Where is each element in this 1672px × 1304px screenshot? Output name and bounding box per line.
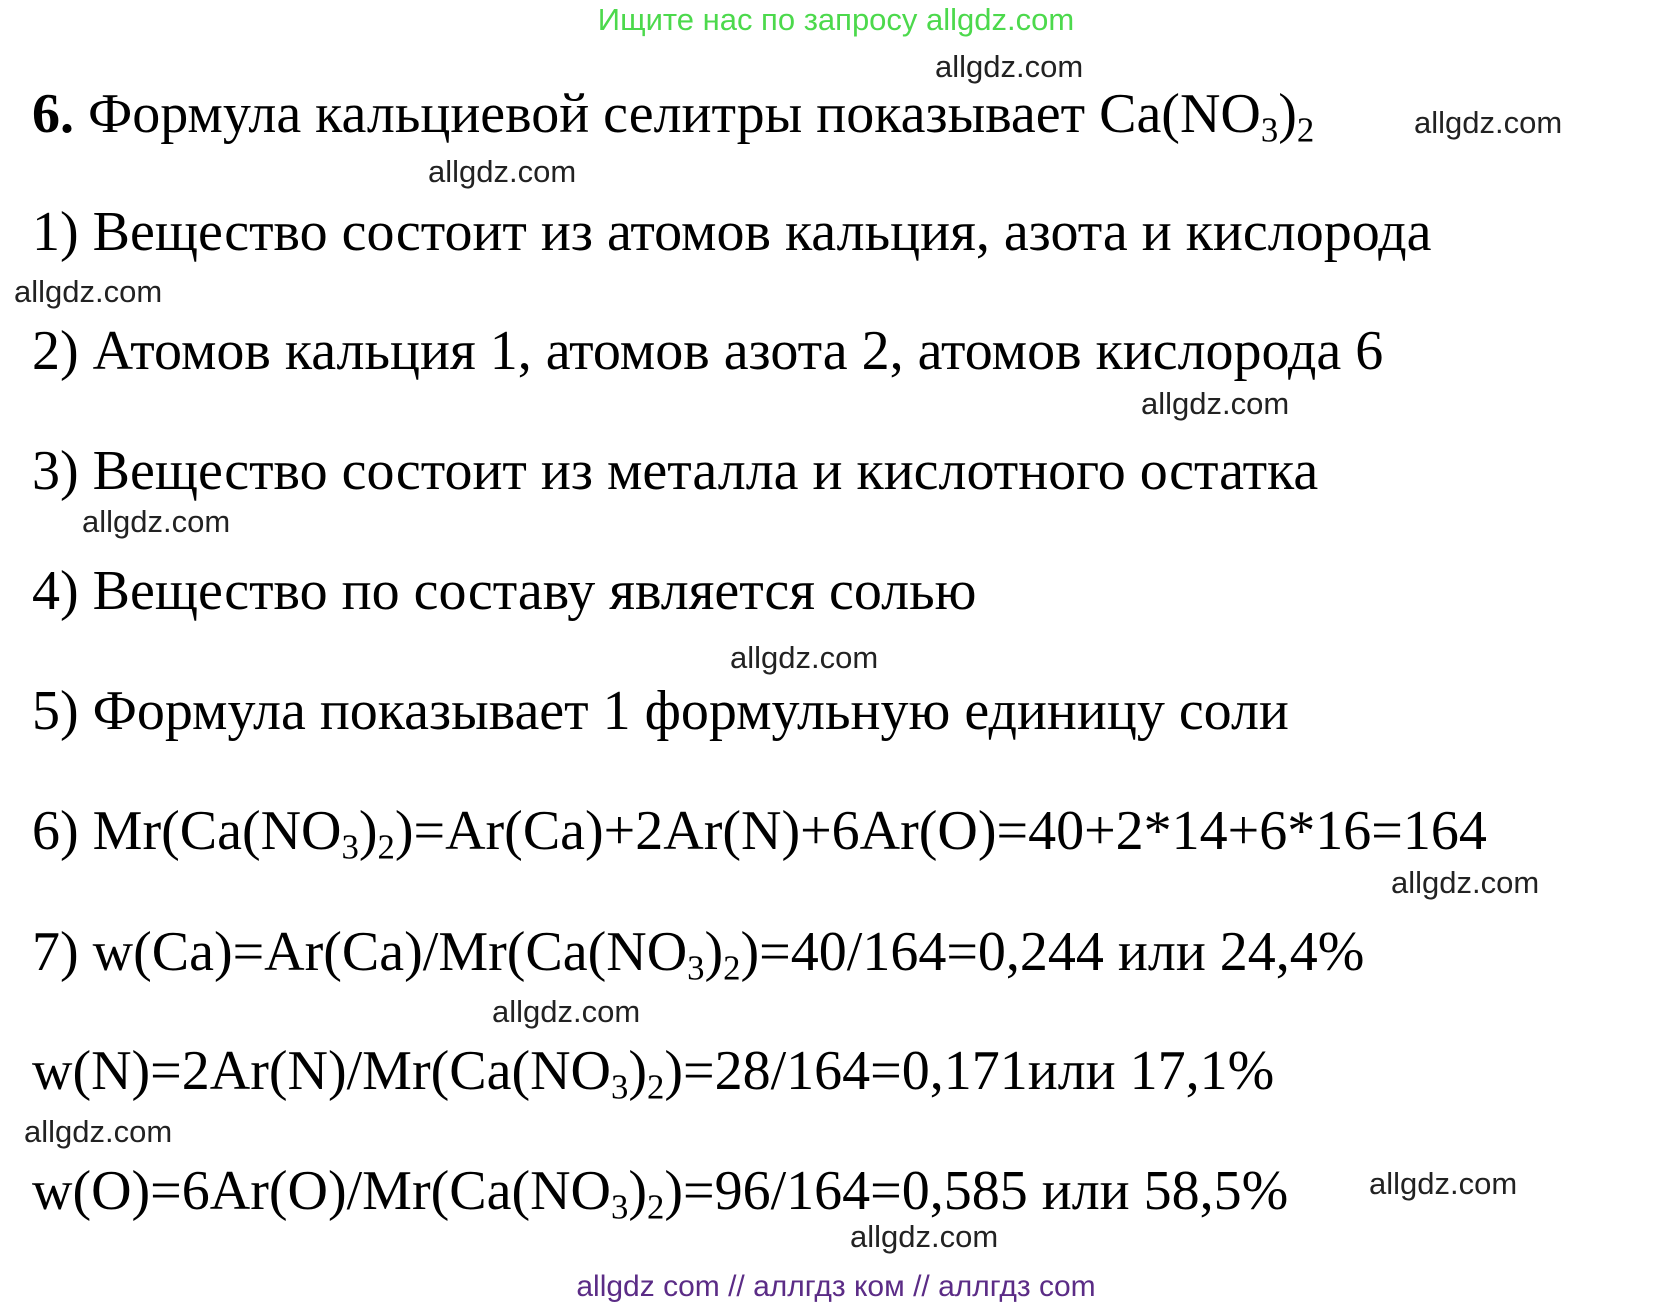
- task-heading-text: Формула кальциевой селитры показывает: [88, 83, 1100, 145]
- watermark: allgdz.com: [1391, 865, 1540, 900]
- watermark: allgdz.com: [14, 274, 163, 309]
- task-heading: [32, 83, 1315, 150]
- answer-item-2: 2) Атомов кальция 1, атомов азота 2, атомов кислорода 6: [32, 320, 1384, 382]
- calc-line-w-ca: 7) $w(Ca)=Ar(Ca)/Mr(Ca(NO_3)_2)=40/164=0,244$ или 24,4%: [32, 921, 1365, 988]
- watermark: allgdz.com: [1369, 1166, 1518, 1201]
- answer-item-1: 1) Вещество состоит из атомов кальция, азота и кислорода: [32, 201, 1432, 263]
- answer-item-3: 3) Вещество состоит из металла и кислотного остатка: [32, 440, 1319, 502]
- top-banner: Ищите нас по запросу allgdz.com: [597, 2, 1075, 37]
- watermark: allgdz.com: [82, 504, 231, 539]
- watermark: allgdz.com: [492, 994, 641, 1029]
- answer-item-4: 4) Вещество по составу является солью: [32, 560, 977, 622]
- watermark: allgdz.com: [428, 154, 577, 189]
- heading-formula: $Ca(NO_3)_2$: [1099, 83, 1315, 150]
- watermark: allgdz.com: [850, 1219, 999, 1254]
- footer-watermark: allgdz com // аллгдз ком // аллгдз com: [576, 1270, 1096, 1303]
- watermark: allgdz.com: [935, 49, 1084, 84]
- watermark: allgdz.com: [24, 1114, 173, 1149]
- task-number: 6.: [32, 83, 74, 145]
- answer-item-5: 5) Формула показывает 1 формульную единицу соли: [32, 680, 1289, 742]
- watermark: allgdz.com: [730, 640, 879, 675]
- watermark: allgdz.com: [1414, 105, 1563, 140]
- calc-line-mr: 6) $Mr(Ca(NO_3)_2)=Ar(Ca)+2Ar(N)+6Ar(O)=40+2*14+6*16=164$: [32, 800, 1487, 867]
- calc-line-w-n: $w(N)=2Ar(N)/Mr(Ca(NO_3)_2)=28/164=0,171или$ 17,1%: [32, 1040, 1275, 1107]
- calc-line-w-o: $w(O)=6Ar(O)/Mr(Ca(NO_3)_2)=96/164=0,585$ или 58,5%: [32, 1160, 1289, 1227]
- watermark: allgdz.com: [1141, 386, 1290, 421]
